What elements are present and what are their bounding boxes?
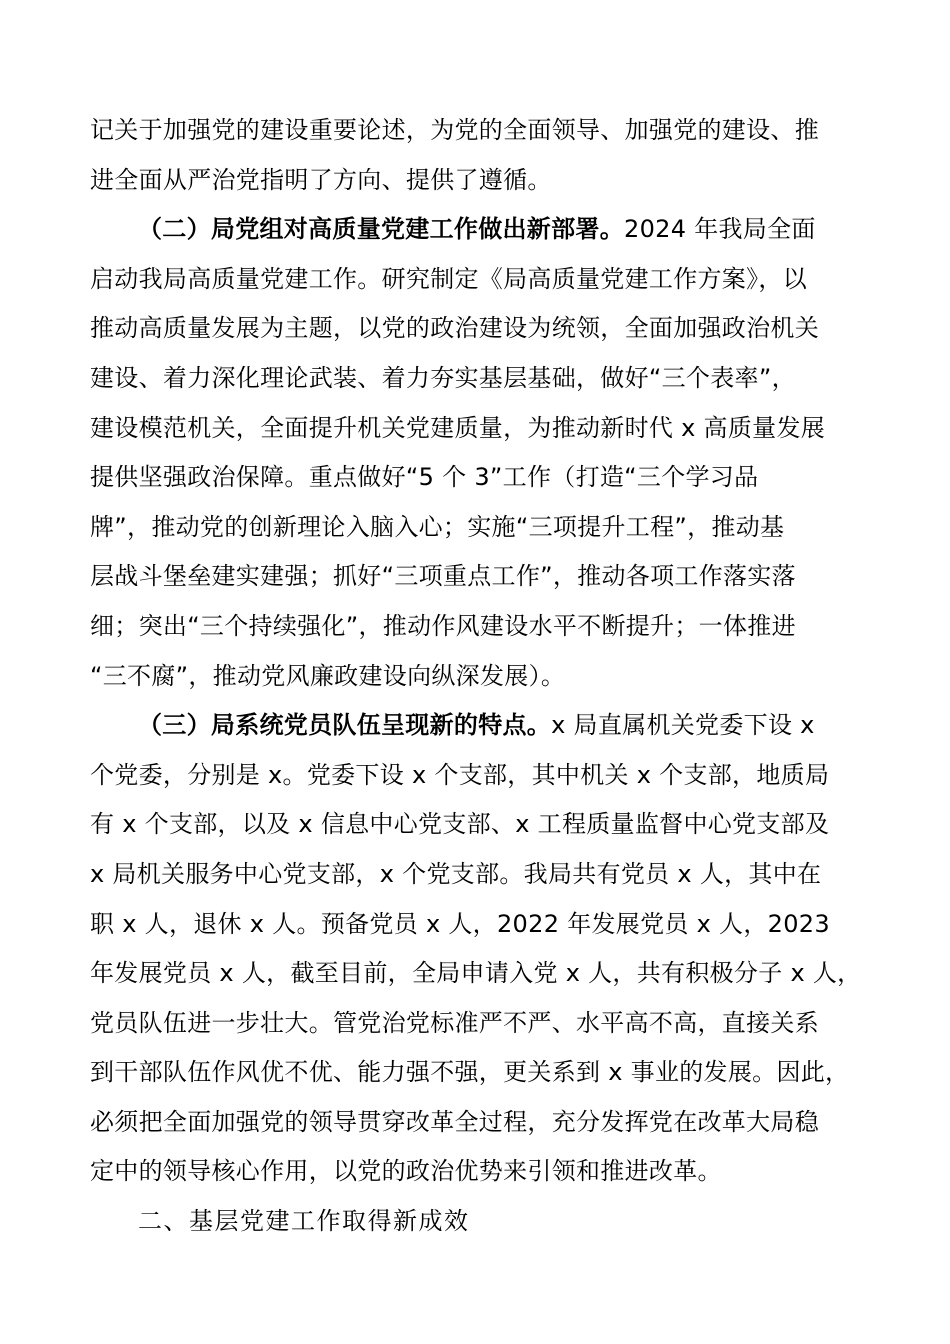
paragraph-line: 提供坚强政治保障。重点做好“5 个 3”工作（打造“三个学习品 [90,463,759,492]
section-heading: 二、基层党建工作取得新成效 [138,1207,470,1236]
paragraph-line: 进全面从严治党指明了方向、提供了遵循。 [90,165,552,194]
paragraph-line: 细；突出“三个持续强化”，推动作风建设水平不断提升；一体推进 [90,611,796,640]
paragraph-line: 牌”，推动党的创新理论入脑入心；实施“三项提升工程”，推动基 [90,512,785,541]
paragraph-line: 推动高质量发展为主题，以党的政治建设为统领，全面加强政治机关 [90,314,819,343]
paragraph-text: x 局直属机关党委下设 x [551,711,815,740]
paragraph-heading: （二）局党组对高质量党建工作做出新部署。 [138,215,624,244]
paragraph-heading: （三）局系统党员队伍呈现新的特点。 [138,711,552,740]
paragraph-line: 层战斗堡垒建实建强；抓好“三项重点工作”，推动各项工作落实落 [90,562,796,591]
paragraph-line: 记关于加强党的建设重要论述，为党的全面领导、加强党的建设、推 [90,116,819,144]
paragraph-line: 有 x 个支部，以及 x 信息中心党支部、x 工程质量监督中心党支部及 [90,810,830,839]
paragraph-line: 建设、着力深化理论武装、着力夯实基层基础，做好“三个表率”， [90,363,796,392]
paragraph-line: 到干部队伍作风优不优、能力强不强，更关系到 x 事业的发展。因此， [90,1058,850,1087]
paragraph-line: 个党委，分别是 x。党委下设 x 个支部，其中机关 x 个支部，地质局 [90,760,830,789]
paragraph-line: 党员队伍进一步壮大。管党治党标准严不严、水平高不高，直接关系 [90,1008,819,1037]
paragraph-line: 职 x 人，退休 x 人。预备党员 x 人，2022 年发展党员 x 人，2023 [90,909,830,938]
paragraph-line: 建设模范机关，全面提升机关党建质量，为推动新时代 x 高质量发展 [90,413,826,442]
paragraph-line: 启动我局高质量党建工作。研究制定《局高质量党建工作方案》，以 [90,264,807,293]
paragraph-line: “三不腐”，推动党风廉政建设向纵深发展）。 [90,661,566,690]
paragraph-line: 年发展党员 x 人，截至目前，全局申请入党 x 人，共有积极分子 x 人， [90,959,862,988]
paragraph-line: 定中的领导核心作用，以党的政治优势来引领和推进改革。 [90,1157,722,1186]
body-text [90,106,870,1247]
paragraph-text: 2024 年我局全面 [624,215,816,244]
paragraph-line: x 局机关服务中心党支部，x 个党支部。我局共有党员 x 人，其中在 [90,859,822,888]
paragraph-first-line [90,701,870,751]
paragraph-line: 必须把全面加强党的领导贯穿改革全过程，充分发挥党在改革大局稳 [90,1107,819,1136]
paragraph-first-line [90,205,870,255]
